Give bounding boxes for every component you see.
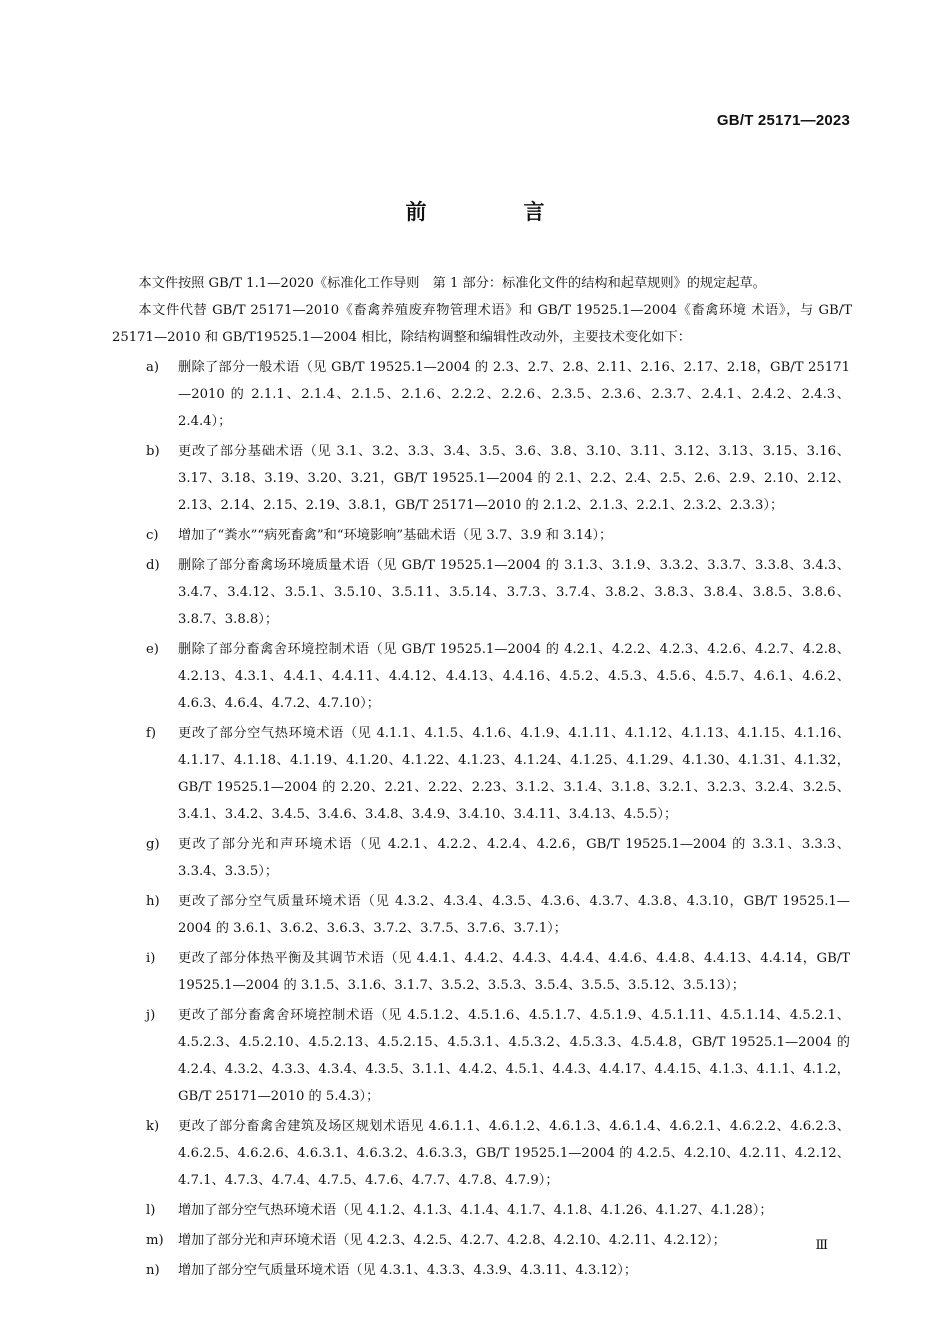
item-text: 更改了部分光和声环境术语（见 4.2.1、4.2.2、4.2.4、4.2.6，GB/T 19525.1—2004 的 3.3.1、3.3.3、3.3.4、3.3.5）； (178, 837, 850, 879)
list-item (112, 354, 852, 435)
list-item (112, 552, 852, 633)
item-text: 删除了部分一般术语（见 GB/T 19525.1—2004 的 2.3、2.7、2.8、2.11、2.16、2.17、2.18，GB/T 25171—2010 的 2.1.1、2.1.4、2.1.5、2.1.6、2.2.2、2.2.6、2.3.5、2.3.6、2.3.7、2.4.1、2.4.2、2.4.3、2.4.4）； (178, 360, 850, 429)
item-label: h) (146, 894, 160, 909)
item-text: 更改了部分空气热环境术语（见 4.1.1、4.1.5、4.1.6、4.1.9、4.1.11、4.1.12、4.1.13、4.1.15、4.1.16、4.1.17、4.1.18、4.1.19、4.1.20、4.1.22、4.1.23、4.1.24、4.1.25、4.1.29、4.1.30、4.1.31、4.1.32，GB/T 19525.1—2004 的 2.20、2.21、2.22、2.23、3.1.2、3.1.4、3.1.8、3.2.1、3.2.3、3.2.4、3.2.5、3.4.1、3.4.2、3.4.5、3.4.6、3.4.8、3.4.9、3.4.10、3.4.11、3.4.13、4.5.5）； (178, 726, 850, 822)
intro-paragraph: 本文件按照 GB/T 1.1—2020《标准化工作导则 第 1 部分：标准化文件的结构和起草规则》的规定起草。 (138, 276, 766, 291)
item-text: 删除了部分畜禽舍环境控制术语（见 GB/T 19525.1—2004 的 4.2.1、4.2.2、4.2.3、4.2.6、4.2.7、4.2.8、4.2.13、4.3.1、4.4.1、4.4.11、4.4.12、4.4.13、4.4.16、4.5.2、4.5.3、4.5.6、4.5.7、4.6.1、4.6.2、4.6.3、4.6.4、4.7.2、4.7.10）； (178, 642, 850, 711)
list-item (112, 1197, 852, 1224)
item-text: 更改了部分畜禽舍环境控制术语（见 4.5.1.2、4.5.1.6、4.5.1.7、4.5.1.9、4.5.1.11、4.5.1.14、4.5.2.1、4.5.2.3、4.5.2.10、4.5.2.13、4.5.2.15、4.5.3.1、4.5.3.2、4.5.3.3、4.5.4.8，GB/T 19525.1—2004 的 4.2.4、4.3.2、4.3.3、4.3.4、4.3.5、3.1.1、4.4.2、4.5.1、4.4.3、4.4.17、4.4.15、4.1.3、4.1.1、4.1.2，GB/T 25171—2010 的 5.4.3）； (178, 1008, 850, 1104)
standard-number: GB/T 25171—2023 (716, 112, 850, 129)
document-body (112, 270, 852, 1284)
item-label: m) (146, 1233, 164, 1248)
item-label: l) (146, 1203, 156, 1218)
item-label: e) (146, 642, 159, 657)
item-label: a) (146, 360, 160, 375)
item-label: j) (146, 1008, 156, 1023)
list-item (112, 438, 852, 519)
list-item (112, 1002, 852, 1110)
item-label: i) (146, 951, 156, 966)
item-label: n) (146, 1263, 160, 1278)
list-item (112, 1257, 852, 1284)
list-item (112, 636, 852, 717)
item-text: 增加了“粪水”“病死畜禽”和“环境影响”基础术语（见 3.7、3.9 和 3.14）； (178, 528, 613, 543)
list-item (112, 888, 852, 942)
item-label: f) (146, 726, 157, 741)
item-text: 增加了部分空气热环境术语（见 4.1.2、4.1.3、4.1.4、4.1.7、4.1.8、4.1.26、4.1.27、4.1.28）； (178, 1203, 773, 1218)
item-text: 增加了部分光和声环境术语（见 4.2.3、4.2.5、4.2.7、4.2.8、4.2.10、4.2.11、4.2.12）； (178, 1233, 726, 1248)
item-text: 更改了部分空气质量环境术语（见 4.3.2、4.3.4、4.3.5、4.3.6、4.3.7、4.3.8、4.3.10，GB/T 19525.1—2004 的 3.6.1、3.6.2、3.6.3、3.7.2、3.7.5、3.7.6、3.7.1）； (178, 894, 850, 936)
page-number: Ⅲ (815, 1238, 828, 1253)
item-text: 删除了部分畜禽场环境质量术语（见 GB/T 19525.1—2004 的 3.1.3、3.1.9、3.3.2、3.3.7、3.3.8、3.4.3、3.4.7、3.4.12、3.5.1、3.5.10、3.5.11、3.5.14、3.7.3、3.7.4、3.8.2、3.8.3、3.8.4、3.8.5、3.8.6、3.8.7、3.8.8）； (178, 558, 850, 627)
list-item (112, 1227, 852, 1254)
item-text: 增加了部分空气质量环境术语（见 4.3.1、4.3.3、4.3.9、4.3.11、4.3.12）； (178, 1263, 638, 1278)
list-item (112, 945, 852, 999)
item-label: c) (146, 528, 159, 543)
list-item (112, 831, 852, 885)
item-label: b) (146, 444, 160, 459)
item-text: 更改了部分畜禽舍建筑及场区规划术语见 4.6.1.1、4.6.1.2、4.6.1.3、4.6.1.4、4.6.2.1、4.6.2.2、4.6.2.3、4.6.2.5、4.6.2.6、4.6.3.1、4.6.3.2、4.6.3.3，GB/T 19525.1—2004 的 4.2.5、4.2.10、4.2.11、4.2.12、4.7.1、4.7.3、4.7.4、4.7.5、4.7.6、4.7.7、4.7.8、4.7.9）； (178, 1119, 850, 1188)
list-item (112, 720, 852, 828)
changes-list (112, 354, 852, 1284)
page-title: 前 言 (405, 200, 583, 224)
intro-paragraph: 本文件代替 GB/T 25171—2010《畜禽养殖废弃物管理术语》和 GB/T 19525.1—2004《畜禽环境 术语》，与 GB/T 25171—2010 和 GB/T19525.1—2004 相比，除结构调整和编辑性改动外，主要技术变化如下： (112, 303, 852, 345)
item-text: 更改了部分基础术语（见 3.1、3.2、3.3、3.4、3.5、3.6、3.8、3.10、3.11、3.12、3.13、3.15、3.16、3.17、3.18、3.19、3.20、3.21，GB/T 19525.1—2004 的 2.1、2.2、2.4、2.5、2.6、2.9、2.10、2.12、2.13、2.14、2.15、2.19、3.8.1，GB/T 25171—2010 的 2.1.2、2.1.3、2.2.1、2.3.2、2.3.3）； (178, 444, 850, 513)
item-text: 更改了部分体热平衡及其调节术语（见 4.4.1、4.4.2、4.4.3、4.4.4、4.4.6、4.4.8、4.4.13、4.4.14，GB/T 19525.1—2004 的 3.1.5、3.1.6、3.1.7、3.5.2、3.5.3、3.5.4、3.5.5、3.5.12、3.5.13）； (178, 951, 850, 993)
item-label: d) (146, 558, 160, 573)
item-label: k) (146, 1119, 160, 1134)
item-label: g) (146, 837, 160, 852)
list-item (112, 1113, 852, 1194)
list-item (112, 522, 852, 549)
